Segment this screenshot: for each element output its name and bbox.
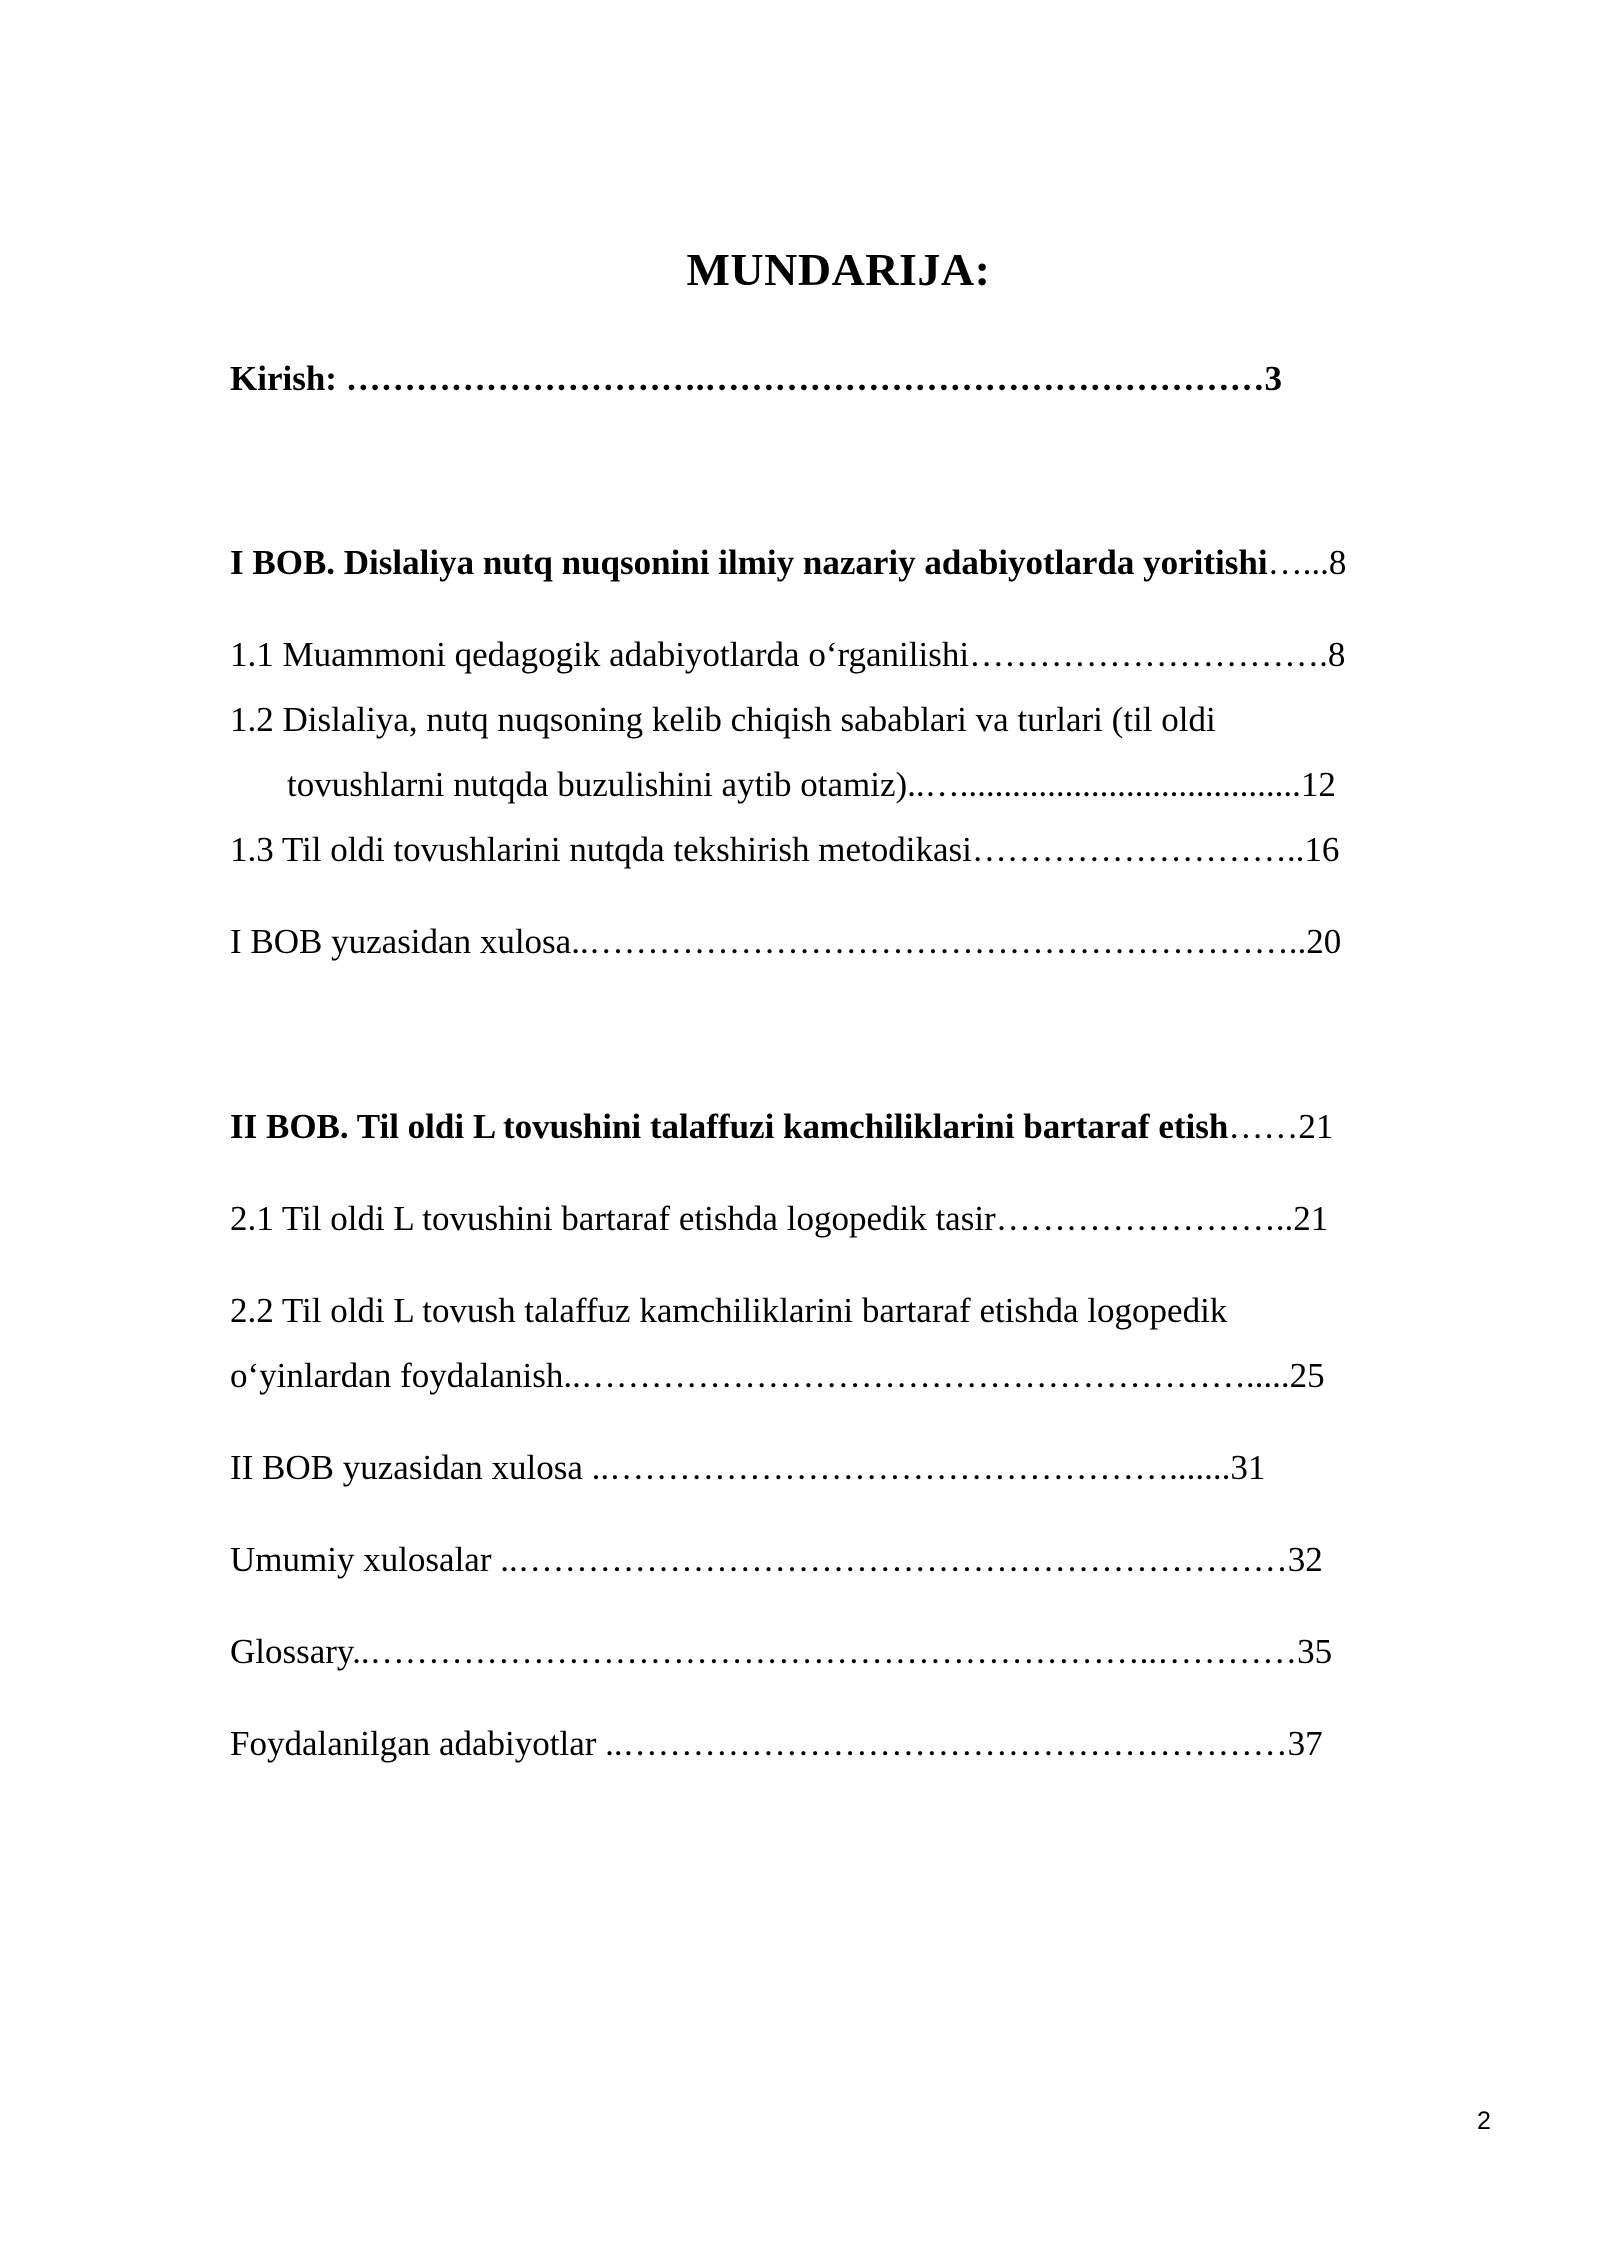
toc-entry-chapter-1-leader: …...8 xyxy=(1267,543,1347,582)
page-number: 2 xyxy=(1477,2107,1491,2135)
toc-entry-references: Foydalanilgan adabiyotlar ..…………………………………………………37 xyxy=(230,1724,1323,1763)
toc-entry-1-2: 1.2 Dislaliya, nutq nuqsoning kelib chiqish sabablari va turlari (til oldi xyxy=(230,700,1216,739)
toc-entry-chapter-1-title: I BOB. Dislaliya nutq nuqsonini ilmiy nazariy adabiyotlarda yoritishi xyxy=(230,543,1268,582)
toc-entry-1-2-continued: tovushlarni nutqda buzulishini aytib otamiz)..….......................................12 xyxy=(287,765,1336,804)
toc-entry-general-conclusions: Umumiy xulosalar ..…………………………………………………………32 xyxy=(230,1540,1323,1579)
toc-entry-chapter-2 xyxy=(230,1105,1333,1149)
toc-entry-2-2: 2.2 Til oldi L tovush talaffuz kamchiliklarini bartaraf etishda logopedik xyxy=(230,1291,1228,1330)
toc-entry-2-1: 2.1 Til oldi L tovushini bartaraf etishda logopedik tasir……………………..21 xyxy=(230,1199,1329,1238)
toc-entry-glossary: Glossary..…………………………………………………………..…………35 xyxy=(230,1632,1333,1671)
toc-entry-chapter-2-title: II BOB. Til oldi L tovushini talaffuzi kamchiliklarini bartaraf etish xyxy=(230,1107,1229,1146)
toc-entry-chapter-2-summary: II BOB yuzasidan xulosa ..………………………………………….......31 xyxy=(230,1448,1266,1487)
toc-entry-1-3: 1.3 Til oldi tovushlarini nutqda tekshirish metodikasi………………………..16 xyxy=(230,830,1340,869)
toc-entry-kirish: Kirish: ………………………….…………………………………………3 xyxy=(230,359,1282,398)
toc-entry-chapter-2-leader: ……21 xyxy=(1228,1107,1334,1146)
toc-entry-chapter-1 xyxy=(230,541,1346,585)
toc-entry-1-1: 1.1 Muammoni qedagogik adabiyotlarda o‘rganilishi………………………….8 xyxy=(230,635,1346,674)
toc-entry-2-2-continued: o‘yinlardan foydalanish..………………………………………………….....25 xyxy=(230,1356,1325,1395)
toc-entry-chapter-1-summary: I BOB yuzasidan xulosa..……………………………………………………..20 xyxy=(230,922,1342,961)
page-title: MUNDARIJA: xyxy=(686,244,991,295)
